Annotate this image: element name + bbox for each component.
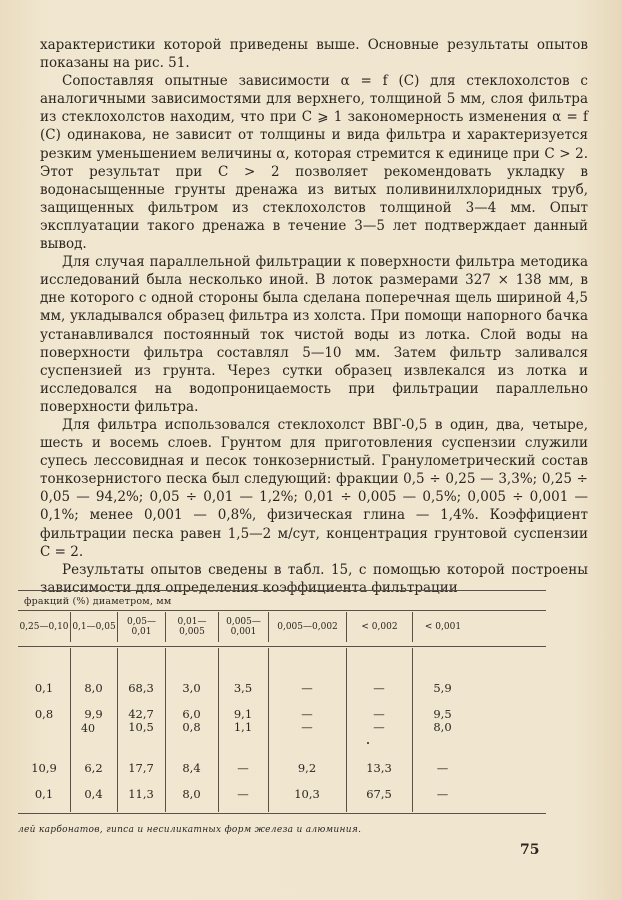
table-cell: 6,0 [182,707,201,721]
table-cell: 1,1 [233,720,253,734]
body-text [40,36,588,597]
table-cell: 42,7 [128,707,154,721]
paragraph-4: Для фильтра использовался стеклохолст ВВГ-0,5 в один, два, четыре, шесть и восемь слоев. Грунтом для приготовления суспензии служили супесь лессовидная и песок тонкозернистый. Гранулометрический состав тонкозернистого песка был следующий: фракции 0,5 ÷ 0,25 — 3,3%; 0,25 ÷ 0,05 — 94,2%; 0,05 ÷ 0,01 — 1,2%; 0,01 ÷ 0,005 — 0,5%; 0,005 ÷ 0,001 — 0,1%; менее 0,001 — 0,8%, физическая глина — 1,4%. Коэффициент фильтрации песка равен 1,5—2 м/сут, концентрация грунтовой суспензии C = 2. [40,416,588,560]
table-15 [18,590,546,814]
margin-number: 40 [81,722,95,735]
table-cell: 13,3 [366,761,392,775]
table-cell: — [301,720,313,734]
table-cell: 6,2 [84,761,103,775]
paragraph-3: Для случая параллельной фильтрации к поверхности фильтра методика исследований была несколько иной. В лоток размерами 327 × 138 мм, в дне которого с одной стороны была сделана поперечная щель шириной 4,5 мм, укладывался образец фильтра из холста. При помощи напорного бачка устанавливался постоянный ток чистой воды из лотка. Слой воды на поверхности фильтра составлял 5—10 мм. Затем фильтр заливался суспензией из грунта. Через сутки образец извлекался из лотка и исследовался на водопроницаемость при фильтрации параллельно поверхности фильтра. [40,254,588,415]
table-cell: 8,0 [433,720,452,734]
table-cell: 0,1 [34,681,54,695]
table-cell: — [237,787,249,801]
table-cell: 9,1 [233,707,253,721]
table-cell: 10,9 [31,761,57,775]
table-cell: — [436,787,449,801]
table-caption-rule [18,610,546,611]
header-cell: 0,005—0,001 [218,612,268,642]
table-header-rule [18,646,546,647]
table-cell: 9,5 [433,707,452,721]
table-cell: — [301,707,313,721]
table-cell: 5,9 [433,681,452,695]
header-cell: 0,05—0,01 [117,612,165,642]
ink-dot [367,742,369,744]
table-cell: — [301,681,313,695]
header-cell: 0,01—0,005 [165,612,218,642]
table-cell: 8,0 [84,681,103,695]
table-top-rule [18,590,546,591]
table-cell: 0,8 [34,707,54,721]
table-cell: — [237,761,249,775]
table-cell: 9,2 [297,761,317,775]
paragraph-1: характеристики которой приведены выше. Основные результаты опытов показаны на рис. 51. [40,37,588,72]
table-cell: 8,4 [182,761,201,775]
table-cell: 3,0 [182,681,201,695]
table-cell: 8,0 [182,787,201,801]
table-cell: 3,5 [233,681,253,695]
table-cell: 0,8 [182,720,201,734]
page-number: 75 [520,842,540,858]
table-cell: 0,1 [34,787,54,801]
table-bottom-rule [18,813,546,814]
table-cell: 17,7 [128,761,154,775]
table-cell: 11,3 [128,787,154,801]
table-cell: — [373,707,385,721]
header-cell: 0,25—0,10 [19,622,69,632]
table-cell: — [373,681,385,695]
header-cell: < 0,002 [346,612,412,642]
header-cell: < 0,001 [412,612,473,642]
table-cell: — [436,761,449,775]
table-cell: 10,5 [128,720,154,734]
table-cell: 9,9 [84,707,103,721]
paragraph-2: Сопоставляя опытные зависимости α = f (C) для стеклохолстов с аналогичными зависимостями для верхнего, толщиной 5 мм, слоя фильтра из стеклохолстов находим, что при C ⩾ 1 закономерность изменения α = f (C) одинакова, не зависит от толщины и вида фильтра и характеризуется резким уменьшением величины α, которая стремится к единице при C > 2. Этот результат при C > 2 позволяет рекомендовать укладку в водонасыщенные грунты дренажа из витых поливинилхлоридных труб, защищенных фильтром из стеклохолстов толщиной 3—4 мм. Опыт эксплуатации такого дренажа в течение 3—5 лет подтверждает данный вывод. [40,73,588,253]
table-cell: 10,3 [294,787,320,801]
table-cell: 67,5 [366,787,392,801]
header-cell: 0,1—0,05 [70,612,117,642]
table-cell: — [373,720,385,734]
table-caption: фракций (%) диаметром, мм [24,596,172,607]
table-cell: 0,4 [84,787,103,801]
header-cell: 0,005—0,002 [268,612,346,642]
table-header-row [18,612,546,642]
paragraph-5: Результаты опытов сведены в табл. 15, с помощью которой построены зависимости для определения коэффициента фильтрации [40,561,588,596]
table-cell: 68,3 [128,681,154,695]
table-footnote: лей карбонатов, гипса и несиликатных форм железа и алюминия. [18,825,362,835]
